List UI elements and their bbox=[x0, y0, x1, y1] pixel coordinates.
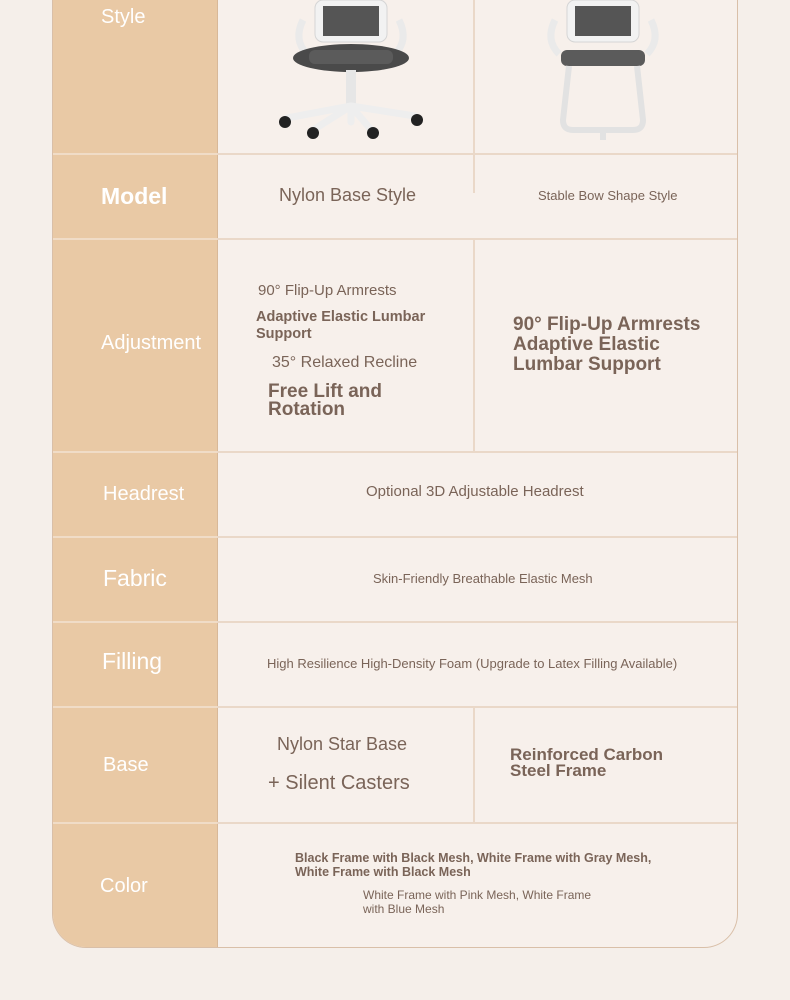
row-divider bbox=[53, 153, 217, 155]
swivel-chair-image bbox=[273, 0, 433, 140]
adjustment-col2-line: Adaptive Elastic bbox=[513, 334, 660, 355]
spec-table bbox=[52, 0, 738, 948]
adjustment-col1-line: Support bbox=[256, 326, 312, 342]
row-label: Base bbox=[103, 754, 149, 776]
model-col2: Stable Bow Shape Style bbox=[538, 188, 678, 203]
adjustment-col1-line: Rotation bbox=[268, 399, 346, 420]
model-col1: Nylon Base Style bbox=[279, 185, 417, 205]
adjustment-col2-line: 90° Flip-Up Armrests bbox=[513, 314, 701, 335]
row-divider bbox=[217, 238, 737, 240]
row-label: Model bbox=[101, 183, 168, 209]
adjustment-col2-line: Lumbar Support bbox=[513, 354, 661, 375]
adjustment-col1-line: Free Lift and bbox=[268, 381, 383, 402]
row-fabric bbox=[53, 536, 737, 621]
row-color bbox=[53, 822, 737, 948]
row-divider bbox=[217, 451, 737, 453]
row-base bbox=[53, 706, 737, 822]
row-adjustment bbox=[53, 238, 737, 451]
adjustment-col1-line: 90° Flip-Up Armrests bbox=[258, 282, 397, 299]
row-label: Filling bbox=[102, 648, 163, 674]
row-label: Fabric bbox=[103, 565, 167, 591]
row-divider bbox=[217, 621, 737, 623]
headrest-value: Optional 3D Adjustable Headrest bbox=[366, 483, 584, 500]
row-divider bbox=[217, 536, 737, 538]
row-divider bbox=[217, 822, 737, 824]
row-divider bbox=[53, 536, 217, 538]
row-divider bbox=[53, 621, 217, 623]
row-label: Adjustment bbox=[101, 332, 202, 354]
base-col2-line: Reinforced Carbon bbox=[510, 745, 664, 764]
row-label: Color bbox=[100, 875, 148, 897]
row-label: Style bbox=[101, 6, 146, 28]
row-divider bbox=[53, 706, 217, 708]
row-style bbox=[53, 0, 737, 153]
base-col1-line: Nylon Star Base bbox=[277, 734, 408, 754]
base-col2-line: Steel Frame bbox=[510, 761, 607, 780]
row-model bbox=[53, 153, 737, 238]
row-divider bbox=[53, 238, 217, 240]
row-divider bbox=[53, 822, 217, 824]
color-line: White Frame with Pink Mesh, White Frame bbox=[363, 888, 592, 902]
row-label: Headrest bbox=[103, 483, 185, 505]
adjustment-col1-line: Adaptive Elastic Lumbar bbox=[256, 309, 426, 325]
row-filling bbox=[53, 621, 737, 706]
color-line: Black Frame with Black Mesh, White Frame with Gray Mesh, bbox=[295, 851, 652, 865]
row-divider bbox=[217, 706, 737, 708]
fabric-value: Skin-Friendly Breathable Elastic Mesh bbox=[373, 571, 593, 586]
row-headrest bbox=[53, 451, 737, 536]
color-line: White Frame with Black Mesh bbox=[295, 865, 471, 879]
row-divider bbox=[217, 153, 737, 155]
color-line: with Blue Mesh bbox=[363, 902, 445, 916]
row-divider bbox=[53, 451, 217, 453]
filling-value: High Resilience High-Density Foam (Upgrade to Latex Filling Available) bbox=[267, 656, 678, 671]
adjustment-col1-line: 35° Relaxed Recline bbox=[272, 354, 418, 371]
bow-chair-image bbox=[533, 0, 683, 140]
base-col1-line: + Silent Casters bbox=[268, 772, 410, 794]
